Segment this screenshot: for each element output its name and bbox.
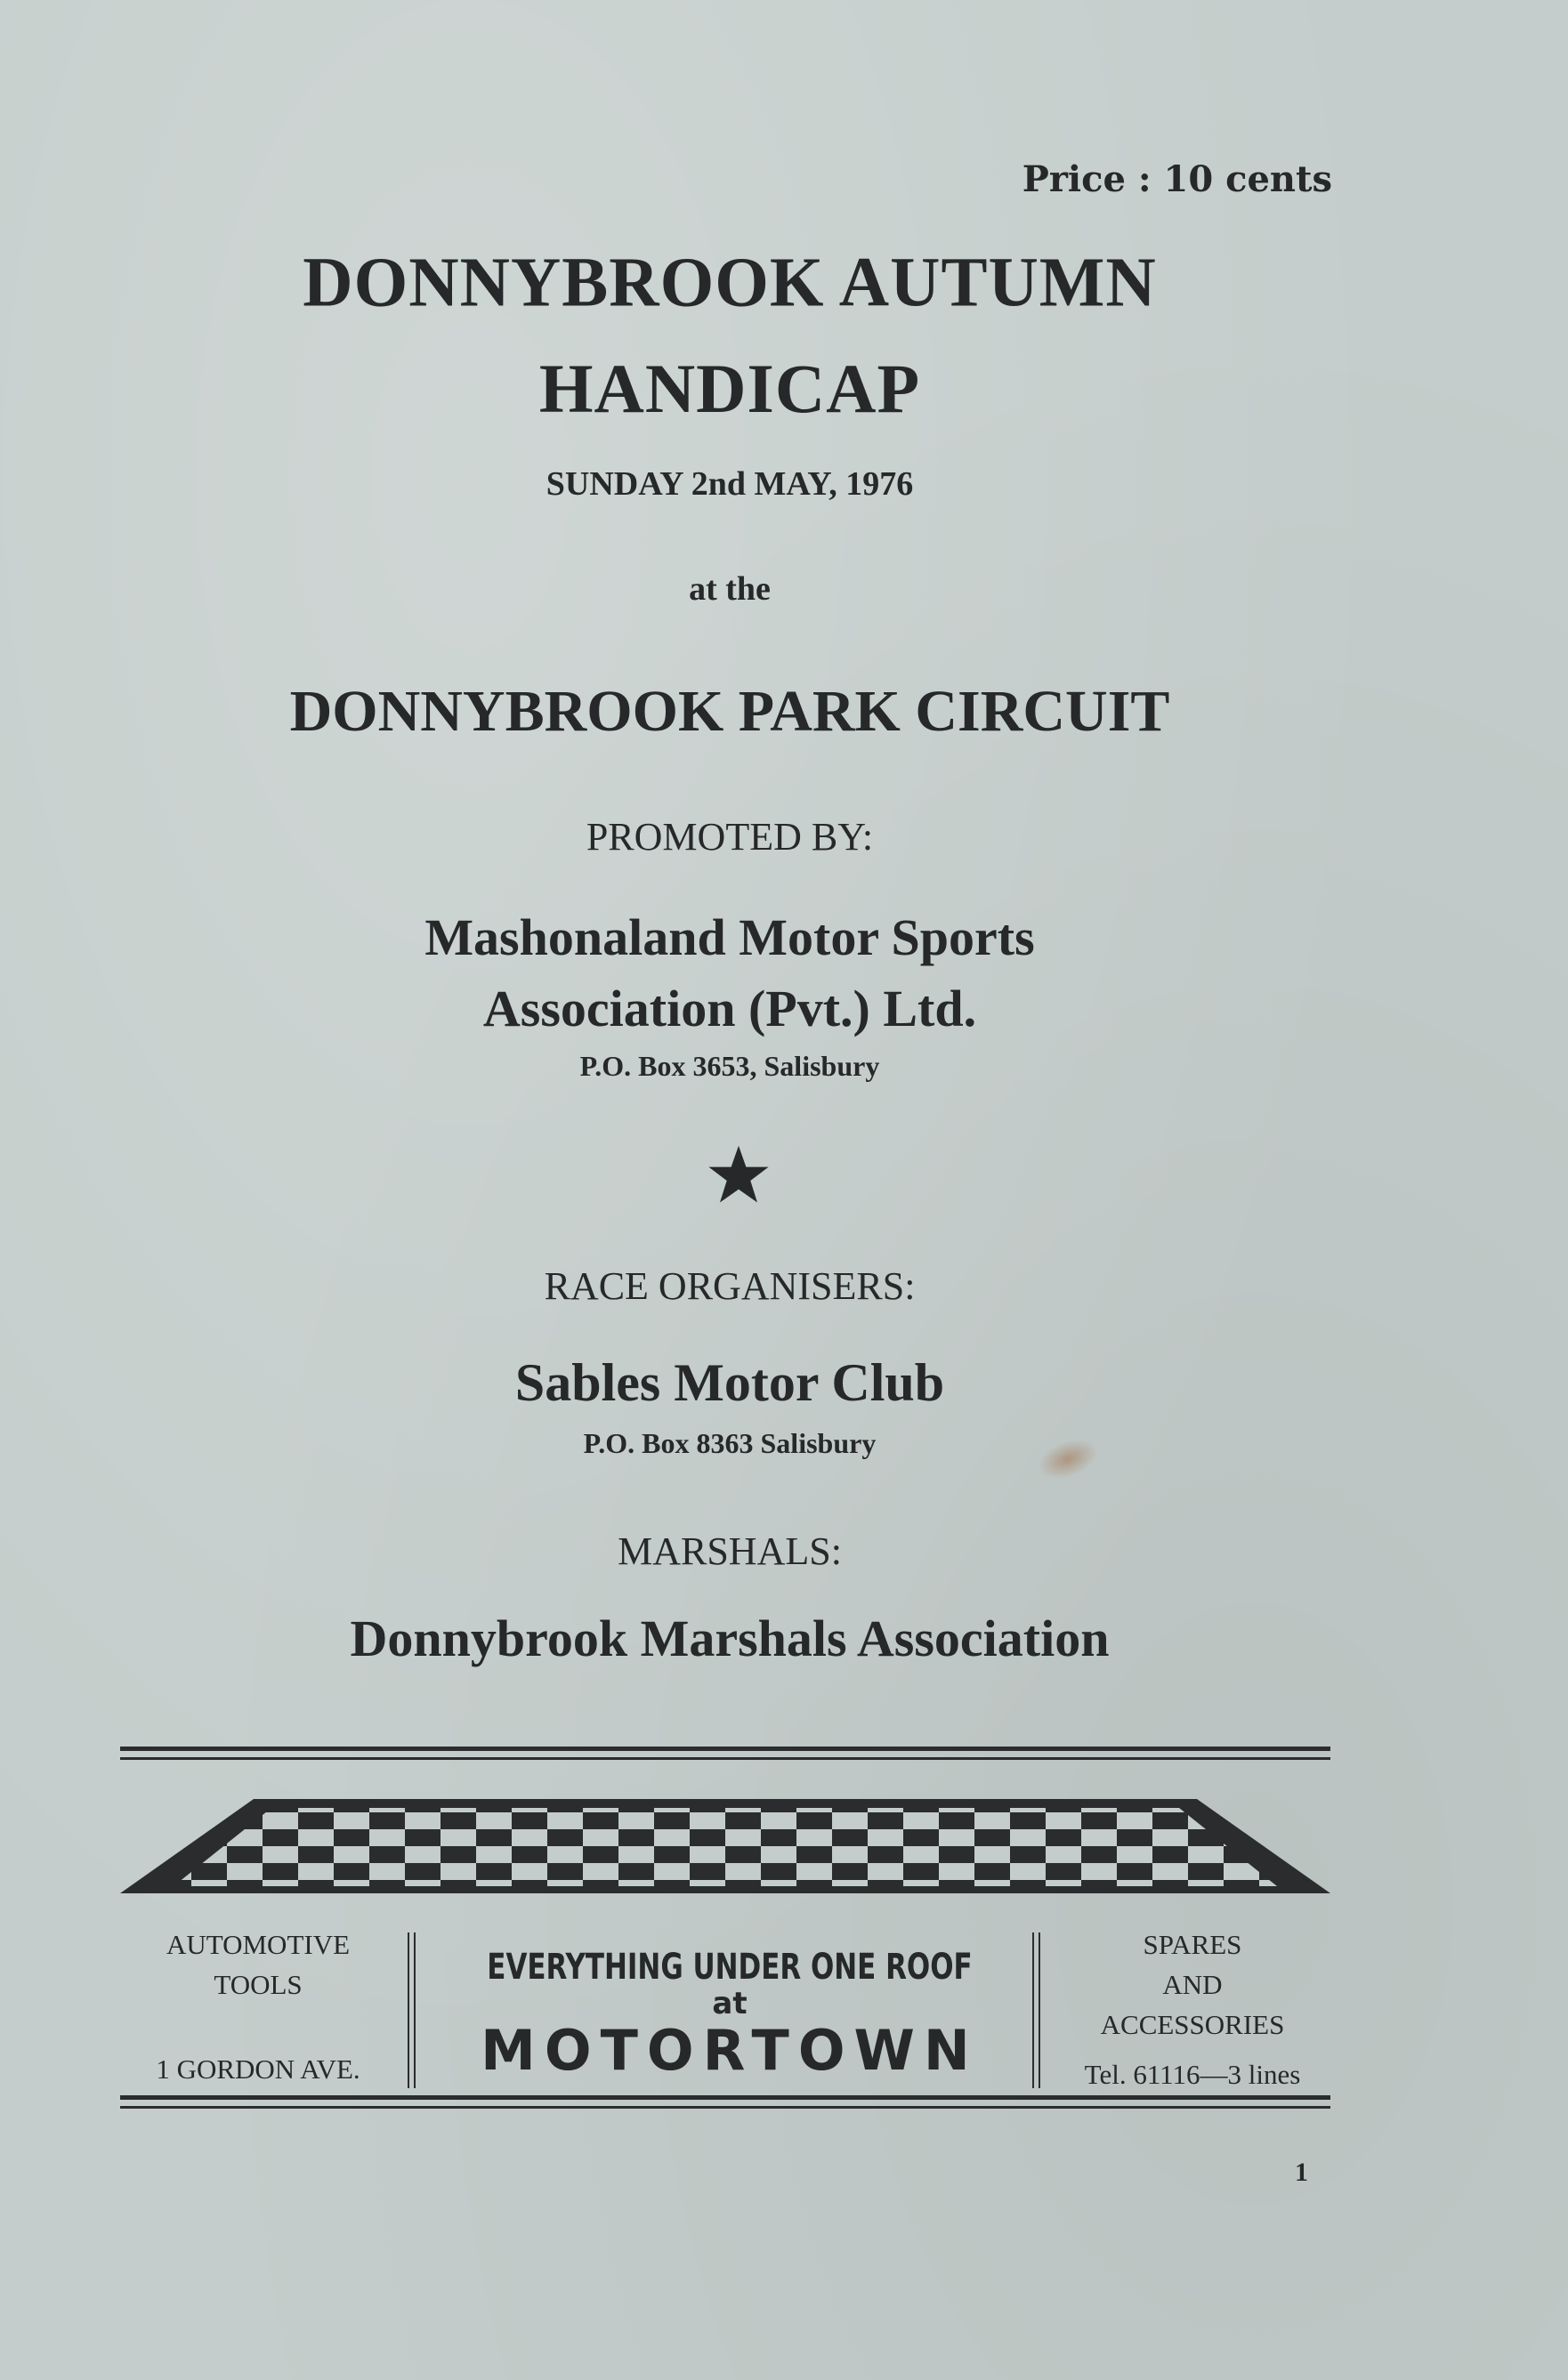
at-the-text: at the (689, 570, 771, 608)
marshals-name: Donnybrook Marshals Association (350, 1610, 1110, 1667)
event-date: SUNDAY 2nd MAY, 1976 (546, 465, 914, 503)
promoter-address: P.O. Box 3653, Salisbury (579, 1050, 880, 1082)
promoter-name-line1: Mashonaland Motor Sports (424, 908, 1035, 966)
organiser-name: Sables Motor Club (514, 1353, 945, 1412)
advert-right-phone: Tel. 61116—3 lines (1084, 2059, 1301, 2090)
advert-divider-right (1032, 1932, 1040, 2088)
venue-name: DONNYBROOK PARK CIRCUIT (289, 679, 1170, 744)
advert-middle-line2: at (712, 1986, 748, 2021)
advert-divider-left (408, 1932, 416, 2088)
organiser-address: P.O. Box 8363 Salisbury (583, 1427, 877, 1459)
event-title-line1: DONNYBROOK AUTUMN (303, 242, 1157, 321)
race-organisers-label: RACE ORGANISERS: (544, 1264, 916, 1308)
advert-brand-name: MOTORTOWN (481, 2018, 979, 2083)
event-title-line2: HANDICAP (538, 350, 921, 427)
advert-right-line2: AND (1162, 1969, 1223, 2000)
advert-left-address: 1 GORDON AVE. (156, 2053, 360, 2085)
star-icon (707, 1143, 770, 1206)
advert-top-rule-thin (120, 1757, 1330, 1760)
advert-left-line1: AUTOMOTIVE (166, 1929, 351, 1960)
advert-middle-line1: EVERYTHING UNDER ONE ROOF (487, 1947, 973, 1988)
advert-right-line3: ACCESSORIES (1100, 2009, 1285, 2040)
promoted-by-label: PROMOTED BY: (586, 815, 874, 859)
checkered-flag-banner (120, 1795, 1330, 1898)
advert-bottom-rule-thin (120, 2106, 1330, 2109)
advert-left-line2: TOOLS (214, 1969, 303, 2000)
price-label: Price : 10 cents (1022, 158, 1332, 200)
promoter-name-line2: Association (Pvt.) Ltd. (482, 980, 977, 1037)
page-number: 1 (1295, 2158, 1308, 2187)
advert-bottom-rule (120, 2095, 1330, 2100)
advert-top-rule (120, 1747, 1330, 1751)
advert-right-line1: SPARES (1143, 1929, 1242, 1960)
marshals-label: MARSHALS: (618, 1529, 842, 1573)
